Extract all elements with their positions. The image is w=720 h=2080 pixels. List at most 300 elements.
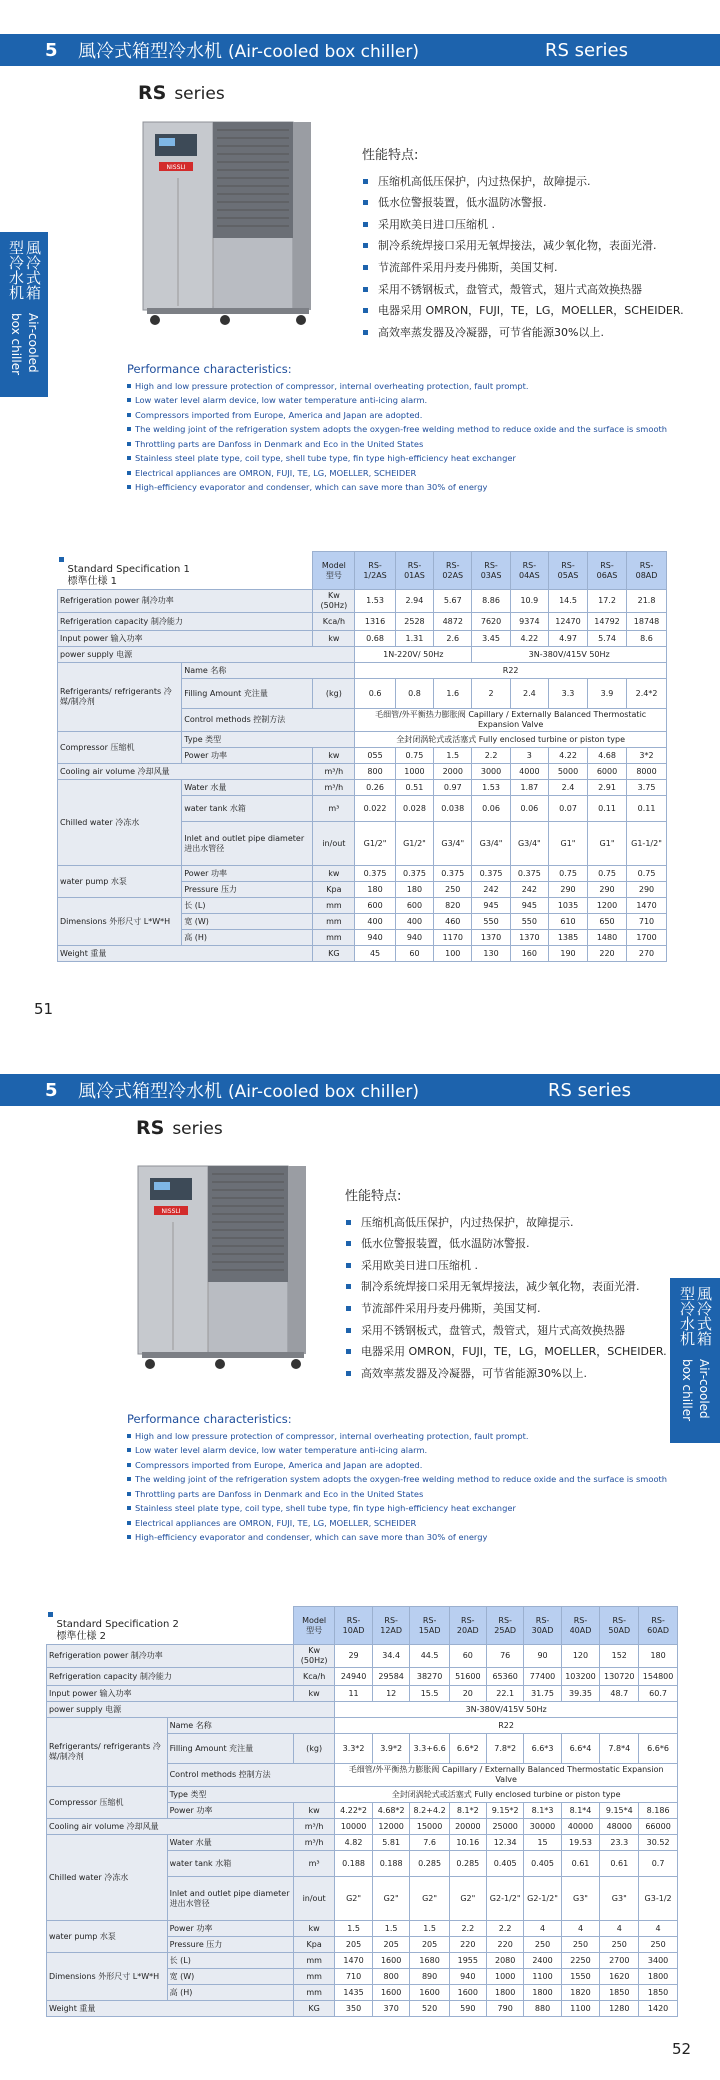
title-en: (Air-cooled box chiller)	[228, 1082, 420, 1102]
value-cell: 1470	[335, 1953, 373, 1969]
value-cell: 15000	[410, 1819, 449, 1835]
value-cell: 12470	[549, 613, 588, 631]
row-label: Cooling air volume 冷却风量	[58, 764, 313, 780]
features-cn-title: 性能特点:	[362, 148, 419, 163]
value-cell: 520	[410, 2001, 449, 2017]
model-label-cn: 型号	[325, 570, 342, 580]
value-cell: 23.3	[600, 1835, 639, 1851]
value-cell: 60	[395, 946, 433, 962]
value-cell: 0.75	[549, 866, 588, 882]
value-cell: 12000	[372, 1819, 410, 1835]
row-label: Input power 输入功率	[58, 631, 313, 647]
table-row	[47, 1835, 678, 1851]
row-label: Refrigerants/ refrigerants 冷媒/制冷剂	[58, 663, 182, 732]
value-cell: 8.6	[627, 631, 667, 647]
feature-en-item: Compressors imported from Europe, America and Japan are adopted.	[127, 1458, 667, 1473]
value-cell: 38270	[410, 1668, 449, 1686]
unit-cell: m³	[293, 1851, 334, 1877]
side-tab-en: Air-cooled box chiller	[9, 312, 40, 375]
value-cell: 3.9*2	[372, 1734, 410, 1764]
side-tab-cn: 風冷式箱型冷水机	[678, 1286, 713, 1346]
value-cell: 1420	[639, 2001, 678, 2017]
feature-cn-item: 压缩机高低压保护，内过热保护，故障提示.	[345, 1212, 667, 1234]
table-row	[47, 1953, 678, 1969]
sub-label: Power 功率	[167, 1803, 293, 1819]
unit-cell: in/out	[293, 1877, 334, 1921]
section-banner	[0, 1074, 720, 1106]
value-cell: 3N-380V/415V 50Hz	[335, 1702, 678, 1718]
value-cell: 1N-220V/ 50Hz	[355, 647, 472, 663]
value-cell: 250	[524, 1937, 561, 1953]
value-cell: 7.8*4	[600, 1734, 639, 1764]
page-52	[0, 1040, 720, 2080]
value-cell: 0.97	[434, 780, 472, 796]
value-cell: 65360	[486, 1668, 524, 1686]
value-cell: 0.51	[395, 780, 433, 796]
value-cell: 1480	[588, 930, 627, 946]
table-row	[47, 2001, 678, 2017]
features-en-title: Performance characteristics:	[127, 1412, 292, 1426]
value-cell: 0.375	[434, 866, 472, 882]
value-cell: G3"	[600, 1877, 639, 1921]
value-cell: G3-1/2	[639, 1877, 678, 1921]
sub-label: Power 功率	[182, 748, 313, 764]
table-row	[58, 780, 667, 796]
value-cell: 2.4	[510, 679, 548, 709]
value-cell: 1.53	[355, 590, 396, 613]
value-cell: G1"	[588, 822, 627, 866]
value-cell: 29584	[372, 1668, 410, 1686]
row-label: Refrigeration capacity 制冷能力	[47, 1668, 294, 1686]
section-banner	[0, 34, 720, 66]
feature-cn-item: 节流部件采用丹麦丹佛斯，美国艾柯.	[362, 257, 684, 279]
feature-cn-item: 高效率蒸发器及冷凝器，可节省能源30%以上.	[362, 322, 684, 344]
value-cell: 550	[472, 914, 510, 930]
value-cell: 8.1*2	[449, 1803, 486, 1819]
value-cell: 2.6	[434, 631, 472, 647]
value-cell: 0.07	[549, 796, 588, 822]
unit-cell: m³	[313, 796, 355, 822]
series-heading	[136, 1117, 223, 1139]
value-cell: 0.11	[588, 796, 627, 822]
features-cn	[345, 1186, 667, 1384]
value-cell: 90	[524, 1645, 561, 1668]
spec-table-1	[57, 551, 667, 962]
value-cell: 600	[355, 898, 396, 914]
value-cell: 1.6	[434, 679, 472, 709]
value-cell: 550	[510, 914, 548, 930]
value-cell: 1600	[372, 1953, 410, 1969]
model-header	[313, 552, 355, 590]
feature-en-item: High and low pressure protection of compressor, internal overheating protection, fault prompt.	[127, 1429, 667, 1444]
value-cell: 25000	[486, 1819, 524, 1835]
value-cell: 1000	[395, 764, 433, 780]
value-cell: 4.22*2	[335, 1803, 373, 1819]
value-cell: 460	[434, 914, 472, 930]
value-cell: 800	[372, 1969, 410, 1985]
value-cell: 0.188	[335, 1851, 373, 1877]
value-cell: 350	[335, 2001, 373, 2017]
value-cell: 15.5	[410, 1686, 449, 1702]
model-name: RS-20AD	[449, 1607, 486, 1645]
sub-label: Power 功率	[167, 1921, 293, 1937]
row-label: Compressor 压缩机	[58, 732, 182, 764]
row-label: power supply 电源	[58, 647, 355, 663]
table-row	[58, 732, 667, 748]
unit-cell: kw	[293, 1803, 334, 1819]
row-label: Cooling air volume 冷却风量	[47, 1819, 294, 1835]
value-cell: 29	[335, 1645, 373, 1668]
table-row	[58, 764, 667, 780]
unit-cell: (kg)	[313, 679, 355, 709]
model-name: RS-02AS	[434, 552, 472, 590]
sub-label: Pressure 压力	[167, 1937, 293, 1953]
feature-en-item: Throttling parts are Danfoss in Denmark and Eco in the United States	[127, 437, 667, 452]
value-cell: 3.45	[472, 631, 510, 647]
value-cell: 290	[588, 882, 627, 898]
value-cell: 21.8	[627, 590, 667, 613]
model-name: RS-12AD	[372, 1607, 410, 1645]
value-cell: 6.6*3	[524, 1734, 561, 1764]
value-cell: 30.52	[639, 1835, 678, 1851]
section-title	[78, 37, 419, 63]
value-cell: 3.9	[588, 679, 627, 709]
value-cell: 1680	[410, 1953, 449, 1969]
unit-cell: kw	[293, 1686, 334, 1702]
value-cell: 6.6*2	[449, 1734, 486, 1764]
value-cell: 40000	[561, 1819, 600, 1835]
value-cell: 10000	[335, 1819, 373, 1835]
value-cell: 1.53	[472, 780, 510, 796]
feature-en-item: High-efficiency evaporator and condenser, which can save more than 30% of energy	[127, 1530, 667, 1545]
value-cell: 4000	[510, 764, 548, 780]
model-name: RS-10AD	[335, 1607, 373, 1645]
table-row	[47, 1787, 678, 1803]
value-cell: 12.34	[486, 1835, 524, 1851]
feature-en-item: Electrical appliances are OMRON, FUJI, TE, LG, MOELLER, SCHEIDER	[127, 466, 667, 481]
value-cell: 1955	[449, 1953, 486, 1969]
value-cell: 18748	[627, 613, 667, 631]
table-row	[58, 631, 667, 647]
side-tab-cn: 風冷式箱型冷水机	[7, 240, 42, 300]
feature-cn-item: 高效率蒸发器及冷凝器，可节省能源30%以上.	[345, 1363, 667, 1385]
title-en: (Air-cooled box chiller)	[228, 42, 420, 62]
value-cell: 1800	[524, 1985, 561, 2001]
unit-cell: mm	[293, 1985, 334, 2001]
spec-table-2	[46, 1606, 678, 2017]
value-cell: 590	[449, 2001, 486, 2017]
value-cell: G2-1/2"	[524, 1877, 561, 1921]
unit-cell: mm	[293, 1953, 334, 1969]
value-cell: 0.11	[627, 796, 667, 822]
value-cell: 790	[486, 2001, 524, 2017]
value-cell: 3	[510, 748, 548, 764]
value-cell: G2-1/2"	[486, 1877, 524, 1921]
value-cell: 76	[486, 1645, 524, 1668]
unit-cell: Kpa	[313, 882, 355, 898]
row-label: Compressor 压缩机	[47, 1787, 168, 1819]
value-cell: 3.3+6.6	[410, 1734, 449, 1764]
row-label: Chilled water 冷冻水	[47, 1835, 168, 1921]
machine-brand-label: NISSLI	[161, 1208, 181, 1215]
value-cell: 152	[600, 1645, 639, 1668]
value-cell: 0.285	[449, 1851, 486, 1877]
table-row	[47, 1718, 678, 1734]
chiller-machine-image	[135, 118, 315, 328]
value-cell: G3/4"	[510, 822, 548, 866]
value-cell: 2.4*2	[627, 679, 667, 709]
table-row	[58, 552, 667, 590]
model-label: Model	[321, 560, 346, 570]
value-cell: 710	[335, 1969, 373, 1985]
feature-en-item: Stainless steel plate type, coil type, shell tube type, fin type high-efficiency heat exchanger	[127, 1501, 667, 1516]
model-name: RS-25AD	[486, 1607, 524, 1645]
value-cell: 1470	[627, 898, 667, 914]
unit-cell: m³/h	[313, 764, 355, 780]
value-cell: 610	[549, 914, 588, 930]
value-cell: 220	[588, 946, 627, 962]
value-cell: G2"	[449, 1877, 486, 1921]
features-en-title: Performance characteristics:	[127, 362, 292, 376]
value-cell: 800	[355, 764, 396, 780]
feature-cn-item: 电器采用 OMRON，FUJI，TE，LG，MOELLER，SCHEIDER.	[362, 300, 684, 322]
model-name: RS-30AD	[524, 1607, 561, 1645]
value-cell: 15	[524, 1835, 561, 1851]
value-cell: 8.2+4.2	[410, 1803, 449, 1819]
value-cell: 3N-380V/415V 50Hz	[472, 647, 667, 663]
value-cell: 3400	[639, 1953, 678, 1969]
value-cell: G2"	[410, 1877, 449, 1921]
value-cell: 205	[372, 1937, 410, 1953]
value-cell: 全封闭涡轮式或活塞式 Fully enclosed turbine or piston type	[355, 732, 667, 748]
value-cell: 17.2	[588, 590, 627, 613]
value-cell: 0.375	[510, 866, 548, 882]
value-cell: 945	[472, 898, 510, 914]
series-code: RS	[138, 82, 167, 104]
value-cell: 2.2	[449, 1921, 486, 1937]
value-cell: 1820	[561, 1985, 600, 2001]
value-cell: 2400	[524, 1953, 561, 1969]
value-cell: R22	[335, 1718, 678, 1734]
model-name: RS-01AS	[395, 552, 433, 590]
value-cell: 2.4	[549, 780, 588, 796]
value-cell: 940	[355, 930, 396, 946]
value-cell: 1850	[639, 1985, 678, 2001]
value-cell: 1800	[486, 1985, 524, 2001]
value-cell: 1620	[600, 1969, 639, 1985]
model-name: RS-40AD	[561, 1607, 600, 1645]
value-cell: G2"	[335, 1877, 373, 1921]
sub-label: Water 水量	[167, 1835, 293, 1851]
value-cell: 650	[588, 914, 627, 930]
value-cell: 130	[472, 946, 510, 962]
value-cell: 4.22	[510, 631, 548, 647]
sub-label: Name 名称	[182, 663, 355, 679]
row-label: Chilled water 冷冻水	[58, 780, 182, 866]
spec-title-cn: 標準仕様 1	[67, 576, 118, 587]
value-cell: 1550	[561, 1969, 600, 1985]
series-word: series	[172, 1119, 223, 1139]
value-cell: 0.75	[395, 748, 433, 764]
value-cell: 160	[510, 946, 548, 962]
row-label: Weight 重量	[47, 2001, 294, 2017]
series-code: RS	[136, 1117, 165, 1139]
value-cell: 2000	[434, 764, 472, 780]
value-cell: 5.81	[372, 1835, 410, 1851]
feature-cn-item: 采用欧美日进口压缩机 .	[345, 1255, 667, 1277]
value-cell: 2.2	[486, 1921, 524, 1937]
sub-label: Type 类型	[182, 732, 355, 748]
table-row	[58, 647, 667, 663]
feature-cn-item: 节流部件采用丹麦丹佛斯，美国艾柯.	[345, 1298, 667, 1320]
value-cell: 44.5	[410, 1645, 449, 1668]
side-tab	[670, 1278, 720, 1443]
table-row	[47, 1668, 678, 1686]
value-cell: 8.186	[639, 1803, 678, 1819]
model-name: RS-03AS	[472, 552, 510, 590]
value-cell: 6.6*4	[561, 1734, 600, 1764]
sub-label: 高 (H)	[167, 1985, 293, 2001]
value-cell: 2.2	[472, 748, 510, 764]
value-cell: 3000	[472, 764, 510, 780]
row-label: Input power 输入功率	[47, 1686, 294, 1702]
section-series: RS series	[545, 39, 628, 61]
value-cell: 940	[395, 930, 433, 946]
section-number: 5	[45, 39, 58, 61]
value-cell: 154800	[639, 1668, 678, 1686]
value-cell: 2080	[486, 1953, 524, 1969]
section-title	[78, 1077, 419, 1103]
sub-label: 宽 (W)	[167, 1969, 293, 1985]
value-cell: 1316	[355, 613, 396, 631]
sub-label: 高 (H)	[182, 930, 313, 946]
value-cell: 7620	[472, 613, 510, 631]
feature-en-item: High-efficiency evaporator and condenser, which can save more than 30% of energy	[127, 480, 667, 495]
value-cell: 400	[355, 914, 396, 930]
value-cell: 270	[627, 946, 667, 962]
unit-cell: m³/h	[313, 780, 355, 796]
value-cell: G1/2"	[355, 822, 396, 866]
value-cell: 8.86	[472, 590, 510, 613]
unit-cell: Kw (50Hz)	[313, 590, 355, 613]
value-cell: 250	[434, 882, 472, 898]
value-cell: 1.5	[434, 748, 472, 764]
spec-title-cn: 標準仕様 2	[56, 1631, 107, 1642]
value-cell: 250	[600, 1937, 639, 1953]
unit-cell: m³/h	[293, 1835, 334, 1851]
unit-cell: kw	[313, 631, 355, 647]
feature-cn-item: 低水位警报装置，低水温防冰警报.	[345, 1233, 667, 1255]
model-name: RS-15AD	[410, 1607, 449, 1645]
value-cell: 22.1	[486, 1686, 524, 1702]
value-cell: 5.74	[588, 631, 627, 647]
value-cell: 180	[355, 882, 396, 898]
row-label: Refrigeration power 制冷功率	[47, 1645, 294, 1668]
value-cell: 1600	[449, 1985, 486, 2001]
value-cell: 4	[561, 1921, 600, 1937]
sub-label: Power 功率	[182, 866, 313, 882]
value-cell: 5000	[549, 764, 588, 780]
value-cell: 1170	[434, 930, 472, 946]
table-row	[58, 613, 667, 631]
feature-en-item: Throttling parts are Danfoss in Denmark and Eco in the United States	[127, 1487, 667, 1502]
value-cell: 0.375	[355, 866, 396, 882]
value-cell: 0.06	[510, 796, 548, 822]
value-cell: 0.188	[372, 1851, 410, 1877]
value-cell: 1000	[486, 1969, 524, 1985]
features-cn-title: 性能特点:	[345, 1189, 402, 1204]
value-cell: 1600	[372, 1985, 410, 2001]
value-cell: 4.22	[549, 748, 588, 764]
table-row	[47, 1607, 678, 1645]
row-label: Refrigeration power 制冷功率	[58, 590, 313, 613]
value-cell: 9.15*2	[486, 1803, 524, 1819]
value-cell: 1370	[472, 930, 510, 946]
model-name: RS-06AS	[588, 552, 627, 590]
features-cn	[362, 145, 684, 343]
series-word: series	[174, 84, 225, 104]
value-cell: 19.53	[561, 1835, 600, 1851]
page-number: 51	[34, 1000, 54, 1018]
row-label: Refrigeration capacity 制冷能力	[58, 613, 313, 631]
table-row	[47, 1645, 678, 1668]
sub-label: 宽 (W)	[182, 914, 313, 930]
spec-title-en: Standard Specification 2	[56, 1619, 179, 1630]
sub-label: Filling Amount 充注量	[182, 679, 313, 709]
value-cell: 5.67	[434, 590, 472, 613]
value-cell: 400	[395, 914, 433, 930]
value-cell: 0.285	[410, 1851, 449, 1877]
value-cell: 0.6	[355, 679, 396, 709]
unit-cell: Kpa	[293, 1937, 334, 1953]
model-header	[293, 1607, 334, 1645]
value-cell: 945	[510, 898, 548, 914]
value-cell: 0.375	[472, 866, 510, 882]
side-tab	[0, 232, 48, 397]
value-cell: 1800	[639, 1969, 678, 1985]
value-cell: 4.68	[588, 748, 627, 764]
value-cell: 2.91	[588, 780, 627, 796]
table-row	[58, 898, 667, 914]
value-cell: 10.9	[510, 590, 548, 613]
value-cell: 1435	[335, 1985, 373, 2001]
table-row	[47, 1921, 678, 1937]
table-row	[58, 946, 667, 962]
value-cell: 6000	[588, 764, 627, 780]
value-cell: 51600	[449, 1668, 486, 1686]
value-cell: 1850	[600, 1985, 639, 2001]
value-cell: 1280	[600, 2001, 639, 2017]
value-cell: 055	[355, 748, 396, 764]
features-en	[127, 1412, 667, 1545]
value-cell: 毛细管/外平衡热力膨胀阀 Capillary / Externally Balanced Thermostatic Expansion Valve	[335, 1764, 678, 1787]
unit-cell: in/out	[313, 822, 355, 866]
series-heading	[138, 82, 225, 104]
value-cell: 60	[449, 1645, 486, 1668]
value-cell: 毛细管/外平衡热力膨胀阀 Capillary / Externally Balanced Thermostatic Expansion Valve	[355, 709, 667, 732]
value-cell: 66000	[639, 1819, 678, 1835]
value-cell: 48000	[600, 1819, 639, 1835]
value-cell: 0.75	[588, 866, 627, 882]
feature-en-item: The welding joint of the refrigeration system adopts the oxygen-free welding method to reduce oxide and the surface is smooth	[127, 1472, 667, 1487]
value-cell: G1-1/2"	[627, 822, 667, 866]
unit-cell: m³/h	[293, 1819, 334, 1835]
value-cell: 34.4	[372, 1645, 410, 1668]
value-cell: 205	[335, 1937, 373, 1953]
value-cell: 20000	[449, 1819, 486, 1835]
value-cell: 0.375	[395, 866, 433, 882]
feature-en-item: The welding joint of the refrigeration system adopts the oxygen-free welding method to reduce oxide and the surface is smooth	[127, 422, 667, 437]
